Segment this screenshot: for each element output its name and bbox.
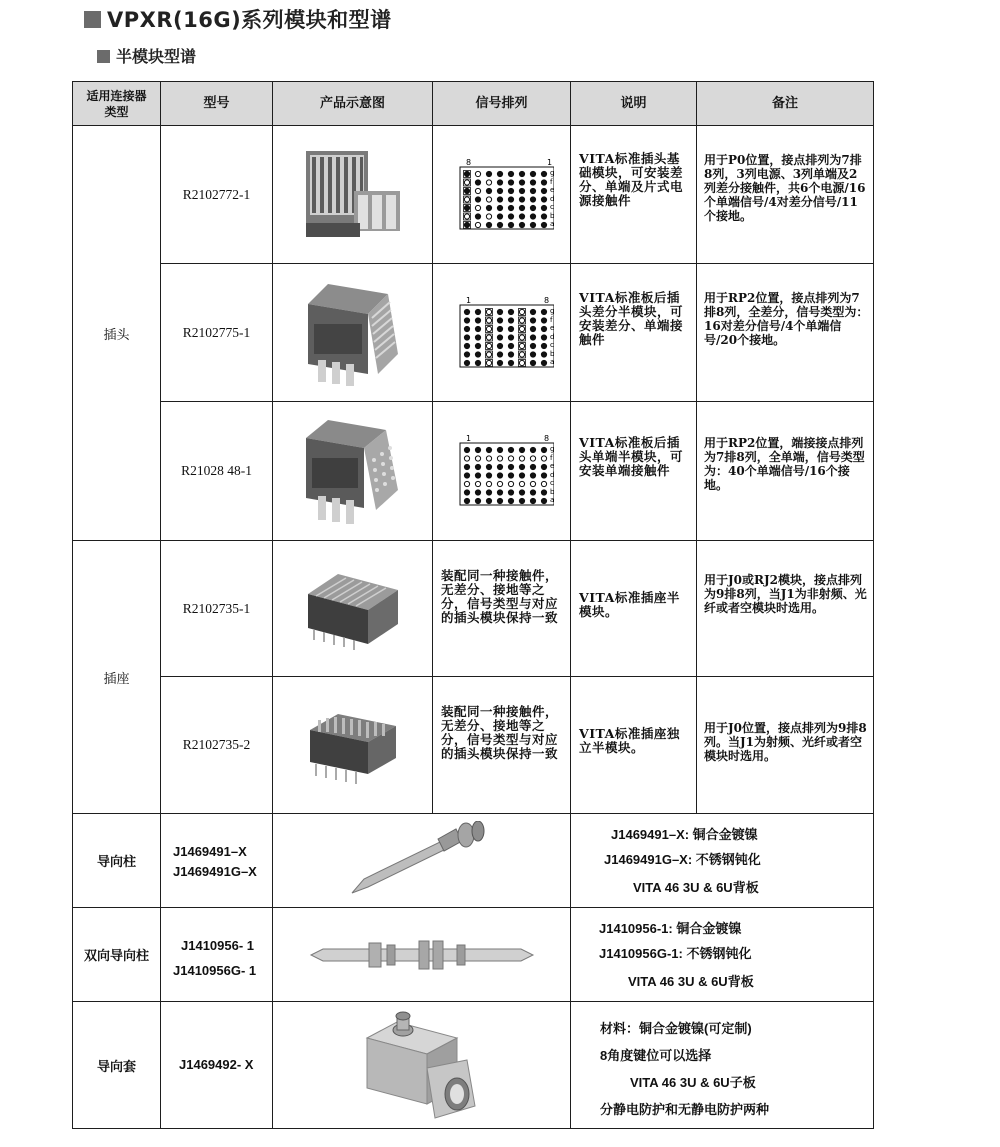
pin-contact — [508, 317, 513, 322]
pin-contact — [475, 179, 480, 184]
pin-contact — [464, 343, 469, 348]
pin-contact — [464, 456, 469, 461]
pin-contact — [475, 360, 480, 365]
pin-contact — [508, 481, 513, 486]
svg-text:1: 1 — [465, 434, 471, 443]
pin-contact — [475, 188, 480, 193]
pin-contact — [519, 490, 524, 495]
pin-contact — [519, 334, 524, 339]
pin-contact — [530, 498, 535, 503]
pin-contact — [497, 309, 502, 314]
accessory-model-cell: J1469491–X J1469491G–X — [160, 813, 273, 908]
svg-text:b: b — [549, 488, 554, 496]
model-cell: R21028 48-1 — [160, 401, 273, 541]
svg-text:c: c — [549, 479, 554, 487]
model-cell: R2102775-1 — [160, 263, 273, 402]
remark-cell: 用于RP2位置，端接接点排列为7排8列，全单端，信号类型为：40个单端信号/16个接地。 — [696, 401, 874, 541]
svg-text:d: d — [549, 332, 554, 341]
pin-contact — [475, 464, 480, 469]
description-cell: VITA标准插座独立半模块。 — [570, 676, 697, 814]
plug-module-image — [298, 145, 408, 245]
pin-contact — [519, 351, 524, 356]
pin-contact — [519, 343, 524, 348]
pin-diagram — [444, 293, 554, 373]
pin-contact — [508, 205, 513, 210]
pin-row-legend — [550, 155, 560, 235]
pin-contact — [497, 205, 502, 210]
pin-contact — [541, 481, 546, 486]
pin-contact — [486, 360, 491, 365]
pin-contact — [519, 456, 524, 461]
title-square-icon — [84, 11, 101, 28]
pin-contact — [530, 213, 535, 218]
pin-contact — [464, 205, 469, 210]
header-connector-type: 适用连接器类型 — [72, 81, 161, 126]
pin-diagram — [444, 155, 554, 235]
pin-contact — [519, 222, 524, 227]
pin-contact — [508, 326, 513, 331]
pin-contact — [464, 464, 469, 469]
pin-contact — [508, 447, 513, 452]
group-guide-pin: 导向柱 — [72, 813, 161, 908]
pin-contact — [519, 317, 524, 322]
pin-contact — [530, 334, 535, 339]
pin-contact — [519, 498, 524, 503]
svg-text:g: g — [549, 306, 554, 315]
pin-contact — [508, 222, 513, 227]
pin-contact — [541, 334, 546, 339]
header-product-image: 产品示意图 — [272, 81, 433, 126]
pin-contact — [508, 309, 513, 314]
pin-contact — [519, 179, 524, 184]
pin-contact — [464, 334, 469, 339]
pin-contact — [475, 205, 480, 210]
pin-contact — [475, 309, 480, 314]
pin-contact — [519, 360, 524, 365]
pin-contact — [508, 334, 513, 339]
svg-text:1: 1 — [465, 295, 471, 305]
pin-contact — [519, 473, 524, 478]
pin-contact — [464, 196, 469, 201]
pin-contact — [508, 464, 513, 469]
description-cell: VITA标准插座半模块。 — [570, 540, 697, 677]
page-title: VPXR(16G)系列模块和型谱 — [84, 4, 392, 34]
pin-contact — [464, 351, 469, 356]
section-subtitle: 半模块型谱 — [97, 44, 196, 67]
pin-contact — [497, 179, 502, 184]
accessory-model-cell: J1410956- 1 J1410956G- 1 — [160, 907, 273, 1002]
pin-contact — [497, 351, 502, 356]
description-cell: VITA标准板后插头差分半模块，可安装差分、单端接触件 — [570, 263, 697, 402]
model-cell: R2102735-2 — [160, 676, 273, 814]
pin-contact — [486, 188, 491, 193]
pin-contact — [464, 213, 469, 218]
pin-contact — [541, 447, 546, 452]
svg-text:g: g — [549, 445, 554, 453]
pin-contact — [541, 179, 546, 184]
pin-contact — [541, 360, 546, 365]
header-signal-arrangement: 信号排列 — [432, 81, 571, 126]
plug-module-image — [298, 412, 408, 530]
pin-contact — [464, 317, 469, 322]
pin-contact — [508, 456, 513, 461]
pin-contact — [486, 334, 491, 339]
pin-contact — [541, 171, 546, 176]
pin-contact — [541, 490, 546, 495]
pin-contact — [530, 447, 535, 452]
accessory-notes-cell: J1410956-1: 铜合金镀镍 J1410956G-1: 不锈钢钝化 VITA 46 3U & 6U背板 — [570, 907, 874, 1002]
pin-contact — [475, 351, 480, 356]
svg-text:a: a — [549, 357, 554, 366]
pin-contact — [541, 222, 546, 227]
pin-contact — [530, 490, 535, 495]
pin-contact — [464, 179, 469, 184]
pin-contact — [508, 360, 513, 365]
pin-contact — [530, 326, 535, 331]
pin-contact — [497, 473, 502, 478]
pin-contact — [541, 464, 546, 469]
pin-contact — [464, 326, 469, 331]
svg-text:1: 1 — [546, 157, 552, 167]
pin-contact — [497, 464, 502, 469]
product-image-cell — [272, 676, 433, 814]
pin-contact — [541, 309, 546, 314]
pin-contact — [530, 473, 535, 478]
pin-contact — [541, 205, 546, 210]
guide-sleeve-image — [357, 1008, 487, 1123]
pin-contact — [486, 171, 491, 176]
header-model: 型号 — [160, 81, 273, 126]
pin-contact — [475, 498, 480, 503]
pin-contact — [486, 481, 491, 486]
svg-text:c: c — [549, 340, 554, 349]
pin-contact — [530, 360, 535, 365]
remark-cell: 用于RP2位置，接点排列为7排8列，全差分，信号类型为：16对差分信号/4个单端信号/20个接地。 — [696, 263, 874, 402]
signal-arrangement-cell — [432, 263, 571, 402]
pin-contact — [497, 481, 502, 486]
description-cell: VITA标准插头基础模块，可安装差分、单端及片式电源接触件 — [570, 125, 697, 264]
pin-contact — [497, 343, 502, 348]
accessory-image-cell — [272, 813, 571, 908]
pin-contact — [519, 447, 524, 452]
pin-contact — [541, 326, 546, 331]
svg-text:c: c — [549, 202, 554, 211]
accessory-image-cell — [272, 1001, 571, 1129]
pin-contact — [464, 360, 469, 365]
pin-contact — [497, 498, 502, 503]
accessory-image-cell — [272, 907, 571, 1002]
pin-contact — [486, 196, 491, 201]
product-image-cell — [272, 125, 433, 264]
pin-contact — [530, 196, 535, 201]
signal-arrangement-cell — [432, 401, 571, 541]
accessory-notes-cell: J1469491–X: 铜合金镀镍 J1469491G–X: 不锈钢钝化 VITA 46 3U & 6U背板 — [570, 813, 874, 908]
pin-contact — [530, 171, 535, 176]
pin-contact — [497, 326, 502, 331]
svg-text:8: 8 — [465, 157, 471, 167]
pin-contact — [497, 222, 502, 227]
pin-contact — [486, 343, 491, 348]
pin-contact — [486, 498, 491, 503]
pin-contact — [464, 498, 469, 503]
pin-contact — [497, 317, 502, 322]
model-cell: R2102772-1 — [160, 125, 273, 264]
header-remarks: 备注 — [696, 81, 874, 126]
pin-contact — [475, 196, 480, 201]
pin-contact — [530, 309, 535, 314]
pin-contact — [464, 222, 469, 227]
pin-contact — [486, 490, 491, 495]
pin-diagram — [444, 431, 554, 511]
description-cell: VITA标准板后插头单端半模块，可安装单端接触件 — [570, 401, 697, 541]
svg-text:f: f — [549, 177, 552, 186]
signal-arrangement-cell: 装配同一种接触件，无差分、接地等之分，信号类型与对应的插头模块保持一致 — [432, 676, 571, 814]
signal-arrangement-cell — [432, 125, 571, 264]
pin-contact — [464, 473, 469, 478]
pin-contact — [475, 317, 480, 322]
pin-contact — [541, 473, 546, 478]
pin-contact — [464, 447, 469, 452]
svg-text:8: 8 — [543, 295, 549, 305]
svg-text:d: d — [549, 471, 554, 479]
pin-contact — [497, 360, 502, 365]
pin-contact — [486, 464, 491, 469]
svg-text:e: e — [549, 462, 554, 470]
pin-contact — [464, 481, 469, 486]
pin-contact — [475, 473, 480, 478]
pin-contact — [519, 481, 524, 486]
pin-contact — [475, 171, 480, 176]
svg-text:a: a — [549, 219, 554, 228]
pin-contact — [508, 351, 513, 356]
pin-contact — [497, 447, 502, 452]
double-guide-pin-image — [307, 935, 537, 975]
svg-text:a: a — [549, 496, 554, 504]
pin-contact — [530, 343, 535, 348]
pin-contact — [475, 326, 480, 331]
socket-module-image — [298, 700, 408, 790]
pin-contact — [530, 179, 535, 184]
pin-contact — [486, 473, 491, 478]
pin-contact — [486, 213, 491, 218]
pin-contact — [519, 171, 524, 176]
pin-contact — [508, 343, 513, 348]
pin-contact — [508, 196, 513, 201]
pin-contact — [519, 464, 524, 469]
header-description: 说明 — [570, 81, 697, 126]
pin-contact — [541, 351, 546, 356]
svg-text:8: 8 — [543, 434, 549, 443]
pin-contact — [519, 309, 524, 314]
pin-contact — [486, 205, 491, 210]
pin-contact — [541, 196, 546, 201]
product-image-cell — [272, 540, 433, 677]
group-plug: 插头 — [72, 125, 161, 541]
pin-contact — [541, 498, 546, 503]
remark-cell: 用于J0或RJ2模块，接点排列为9排8列，当J1为非射频、光纤或者空模块时选用。 — [696, 540, 874, 677]
pin-contact — [486, 351, 491, 356]
accessory-notes-cell: 材料：铜合金镀镍(可定制) 8角度键位可以选择 VITA 46 3U & 6U子板 分静电防护和无静电防护两种 — [570, 1001, 874, 1129]
pin-contact — [530, 205, 535, 210]
svg-text:d: d — [549, 194, 554, 203]
pin-contact — [519, 326, 524, 331]
pin-contact — [464, 188, 469, 193]
pin-row-legend — [550, 293, 560, 373]
pin-contact — [541, 317, 546, 322]
pin-contact — [475, 213, 480, 218]
pin-contact — [486, 179, 491, 184]
svg-text:g: g — [549, 168, 554, 177]
subtitle-square-icon — [97, 50, 110, 63]
group-guide-sleeve: 导向套 — [72, 1001, 161, 1129]
group-socket: 插座 — [72, 540, 161, 814]
svg-text:e: e — [549, 185, 554, 194]
model-cell: R2102735-1 — [160, 540, 273, 677]
pin-contact — [475, 222, 480, 227]
pin-contact — [486, 447, 491, 452]
pin-contact — [475, 343, 480, 348]
pin-contact — [541, 213, 546, 218]
pin-contact — [486, 456, 491, 461]
pin-contact — [497, 188, 502, 193]
pin-contact — [475, 334, 480, 339]
pin-contact — [497, 213, 502, 218]
pin-contact — [475, 456, 480, 461]
pin-contact — [530, 351, 535, 356]
pin-row-legend — [550, 431, 560, 511]
pin-contact — [530, 456, 535, 461]
remark-cell: 用于J0位置，接点排列为9排8列。当J1为射频、光纤或者空模块时选用。 — [696, 676, 874, 814]
pin-contact — [508, 498, 513, 503]
pin-contact — [497, 196, 502, 201]
pin-contact — [486, 326, 491, 331]
pin-contact — [530, 222, 535, 227]
product-image-cell — [272, 401, 433, 541]
pin-contact — [530, 481, 535, 486]
svg-text:b: b — [549, 211, 554, 220]
remark-cell: 用于P0位置，接点排列为7排8列，3列电源、3列单端及2列差分接触件，共6个电源/16个单端信号/4对差分信号/11个接地。 — [696, 125, 874, 264]
pin-contact — [497, 490, 502, 495]
pin-contact — [508, 473, 513, 478]
svg-text:e: e — [549, 323, 554, 332]
pin-contact — [497, 171, 502, 176]
pin-contact — [486, 317, 491, 322]
pin-contact — [508, 179, 513, 184]
signal-arrangement-cell: 装配同一种接触件，无差分、接地等之分，信号类型与对应的插头模块保持一致 — [432, 540, 571, 677]
plug-module-image — [298, 274, 408, 392]
pin-contact — [519, 213, 524, 218]
product-image-cell — [272, 263, 433, 402]
pin-contact — [541, 188, 546, 193]
pin-contact — [497, 334, 502, 339]
pin-contact — [519, 205, 524, 210]
pin-contact — [475, 481, 480, 486]
pin-contact — [497, 456, 502, 461]
pin-contact — [541, 343, 546, 348]
pin-contact — [541, 456, 546, 461]
pin-contact — [519, 196, 524, 201]
pin-contact — [475, 490, 480, 495]
pin-contact — [508, 171, 513, 176]
group-double-guide-pin: 双向导向柱 — [72, 907, 161, 1002]
svg-text:f: f — [549, 315, 552, 324]
pin-contact — [475, 447, 480, 452]
pin-contact — [530, 188, 535, 193]
pin-contact — [464, 309, 469, 314]
accessory-model-cell: J1469492- X — [160, 1001, 273, 1129]
pin-contact — [486, 309, 491, 314]
socket-module-image — [298, 564, 408, 654]
pin-contact — [508, 490, 513, 495]
pin-contact — [464, 490, 469, 495]
pin-contact — [464, 171, 469, 176]
pin-contact — [530, 464, 535, 469]
pin-contact — [486, 222, 491, 227]
guide-pin-image — [342, 821, 502, 901]
pin-contact — [508, 213, 513, 218]
pin-contact — [530, 317, 535, 322]
svg-text:f: f — [549, 454, 552, 462]
svg-text:b: b — [549, 349, 554, 358]
pin-contact — [508, 188, 513, 193]
pin-contact — [519, 188, 524, 193]
